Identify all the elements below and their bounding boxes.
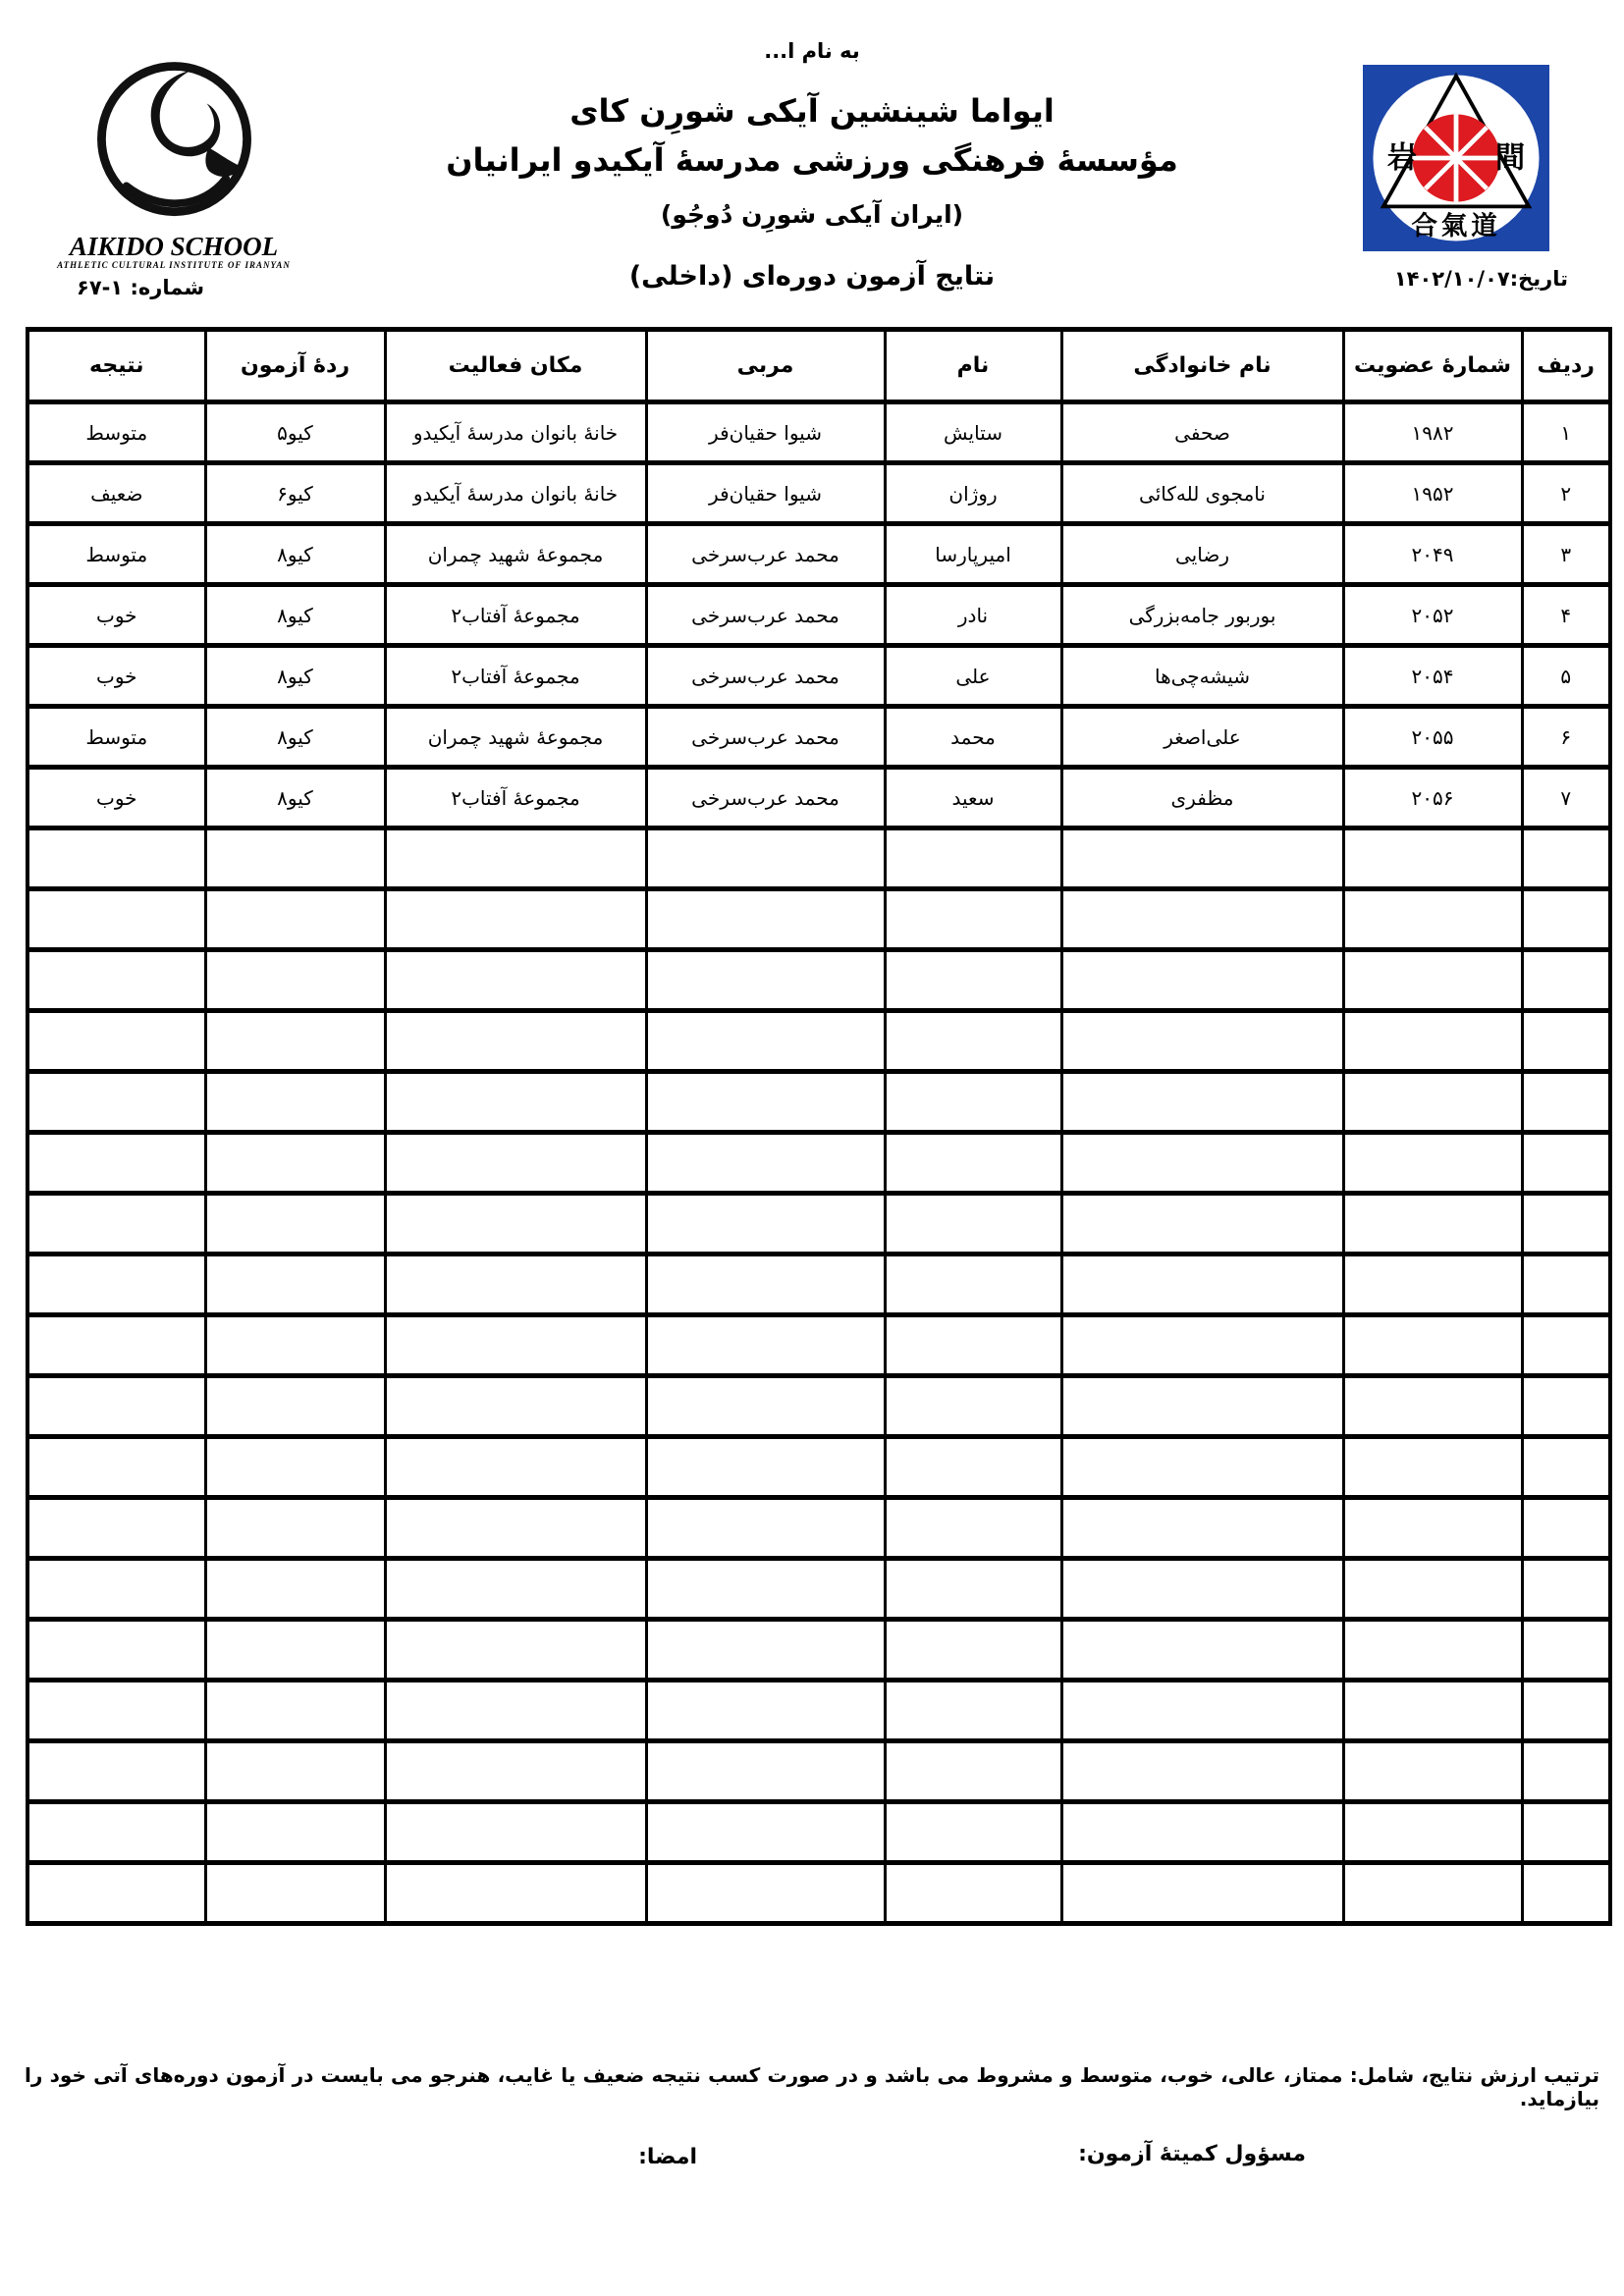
table-cell: ۲ (1522, 463, 1610, 524)
table-cell: ۵ (1522, 646, 1610, 707)
empty-table-cell (1343, 1863, 1522, 1924)
column-header: نام خانوادگی (1061, 330, 1343, 402)
empty-table-cell (646, 1863, 885, 1924)
empty-table-cell (646, 1133, 885, 1194)
empty-table-cell (27, 1072, 205, 1133)
empty-table-cell (885, 828, 1061, 889)
empty-table-cell (385, 1194, 646, 1255)
document-date: تاریخ:۱۴۰۲/۱۰/۰۷ (1393, 267, 1568, 291)
aikido-school-institute-text: ATHLETIC CULTURAL INSTITUTE OF IRANYAN (57, 260, 291, 270)
empty-table-cell (27, 1133, 205, 1194)
empty-table-cell (27, 1559, 205, 1620)
empty-table-cell (1522, 1255, 1610, 1315)
table-row (27, 524, 1610, 585)
empty-table-cell (885, 1802, 1061, 1863)
empty-table-row (27, 1620, 1610, 1681)
empty-table-cell (1522, 1315, 1610, 1376)
empty-table-cell (1522, 1194, 1610, 1255)
empty-table-cell (205, 1315, 385, 1376)
table-cell: ضعیف (27, 463, 205, 524)
table-cell: ۷ (1522, 768, 1610, 828)
column-header: مکان فعالیت (385, 330, 646, 402)
org-title-line2: مؤسسهٔ فرهنگی ورزشی مدرسهٔ آیکیدو ایرانیان (446, 141, 1178, 179)
table-cell: نامجوی لله‌کائی (1061, 463, 1343, 524)
empty-table-cell (1061, 1133, 1343, 1194)
table-cell: ستایش (885, 402, 1061, 463)
empty-table-cell (1522, 1133, 1610, 1194)
empty-table-cell (385, 1863, 646, 1924)
table-cell: مجموعهٔ شهید چمران (385, 707, 646, 768)
empty-table-cell (1343, 1437, 1522, 1498)
empty-table-cell (1343, 828, 1522, 889)
empty-table-cell (1343, 1376, 1522, 1437)
column-header: مربی (646, 330, 885, 402)
empty-table-cell (385, 1559, 646, 1620)
empty-table-cell (205, 1863, 385, 1924)
empty-table-cell (1061, 828, 1343, 889)
empty-table-cell (1061, 1741, 1343, 1802)
empty-table-cell (1061, 1376, 1343, 1437)
table-cell: علی‌اصغر (1061, 707, 1343, 768)
empty-table-row (27, 1011, 1610, 1072)
empty-table-cell (885, 1863, 1061, 1924)
empty-table-cell (885, 1315, 1061, 1376)
table-cell: کیو۵ (205, 402, 385, 463)
empty-table-row (27, 889, 1610, 950)
table-cell: شیوا حقیان‌فر (646, 463, 885, 524)
empty-table-cell (1522, 889, 1610, 950)
empty-table-cell (885, 1011, 1061, 1072)
empty-table-cell (1522, 1681, 1610, 1741)
empty-table-cell (27, 1376, 205, 1437)
empty-table-cell (646, 1011, 885, 1072)
empty-table-cell (205, 1133, 385, 1194)
empty-table-cell (385, 1802, 646, 1863)
empty-table-cell (1343, 1133, 1522, 1194)
empty-table-row (27, 1376, 1610, 1437)
empty-table-cell (1522, 1559, 1610, 1620)
empty-table-cell (385, 1498, 646, 1559)
document-subtitle: نتایج آزمون دوره‌ای (داخلی) (628, 261, 996, 292)
table-cell: کیو۶ (205, 463, 385, 524)
empty-table-cell (205, 1376, 385, 1437)
table-cell: ۳ (1522, 524, 1610, 585)
empty-table-cell (27, 889, 205, 950)
empty-table-cell (885, 1741, 1061, 1802)
empty-table-cell (205, 1802, 385, 1863)
column-header: شمارهٔ عضویت (1343, 330, 1522, 402)
table-cell: بوربور جامه‌بزرگی (1061, 585, 1343, 646)
table-cell: ۶ (1522, 707, 1610, 768)
table-row (27, 402, 1610, 463)
aikido-school-wordmark: AIKIDO SCHOOL (69, 232, 279, 261)
empty-table-cell (205, 1741, 385, 1802)
table-cell: خانهٔ بانوان مدرسهٔ آیکیدو (385, 402, 646, 463)
kanji-aikido: 合氣道 (1411, 210, 1501, 241)
empty-table-row (27, 1681, 1610, 1741)
empty-table-cell (27, 1802, 205, 1863)
table-cell: محمد عرب‌سرخی (646, 768, 885, 828)
empty-table-cell (1522, 1620, 1610, 1681)
empty-table-cell (885, 1255, 1061, 1315)
empty-table-cell (646, 1559, 885, 1620)
iwama-aikido-logo-icon (1363, 65, 1549, 251)
empty-table-cell (1343, 1315, 1522, 1376)
empty-table-cell (885, 1133, 1061, 1194)
table-cell: ۱۹۸۲ (1343, 402, 1522, 463)
table-cell: مجموعهٔ آفتاب۲ (385, 768, 646, 828)
empty-table-cell (885, 1072, 1061, 1133)
empty-table-cell (646, 950, 885, 1011)
empty-table-cell (385, 1681, 646, 1741)
table-row (27, 463, 1610, 524)
empty-table-cell (385, 1620, 646, 1681)
table-cell: کیو۸ (205, 585, 385, 646)
aikido-school-logo (51, 49, 297, 271)
table-cell: متوسط (27, 524, 205, 585)
empty-table-cell (385, 889, 646, 950)
empty-table-cell (27, 1681, 205, 1741)
table-cell: کیو۸ (205, 768, 385, 828)
empty-table-cell (205, 889, 385, 950)
iwama-aikido-logo (1363, 65, 1549, 251)
empty-table-cell (1061, 1255, 1343, 1315)
column-header: ردیف (1522, 330, 1610, 402)
bismillah-line: به نام ا... (764, 39, 860, 63)
empty-table-cell (1343, 950, 1522, 1011)
empty-table-cell (27, 1194, 205, 1255)
empty-table-row (27, 1498, 1610, 1559)
empty-table-row (27, 1741, 1610, 1802)
empty-table-cell (1061, 1498, 1343, 1559)
empty-table-cell (1522, 950, 1610, 1011)
empty-table-cell (385, 1133, 646, 1194)
empty-table-cell (1522, 1376, 1610, 1437)
table-cell: خانهٔ بانوان مدرسهٔ آیکیدو (385, 463, 646, 524)
empty-table-cell (1522, 1802, 1610, 1863)
empty-table-cell (385, 1315, 646, 1376)
table-cell: ۱۹۵۲ (1343, 463, 1522, 524)
empty-table-cell (1061, 1072, 1343, 1133)
kanji-iwa: 岩 (1386, 140, 1418, 176)
table-cell: خوب (27, 585, 205, 646)
empty-table-cell (1343, 1741, 1522, 1802)
empty-table-cell (27, 1620, 205, 1681)
empty-table-cell (646, 1376, 885, 1437)
empty-table-cell (1061, 1315, 1343, 1376)
empty-table-cell (27, 1255, 205, 1315)
table-cell: علی (885, 646, 1061, 707)
empty-table-cell (1343, 1011, 1522, 1072)
org-title-line3: (ایران آیکی شورِن دُوجُو) (660, 200, 964, 229)
table-cell: ۲۰۵۲ (1343, 585, 1522, 646)
table-cell: کیو۸ (205, 524, 385, 585)
empty-table-cell (1061, 1011, 1343, 1072)
kanji-ma: 間 (1494, 140, 1526, 176)
table-cell: کیو۸ (205, 646, 385, 707)
empty-table-cell (1061, 1681, 1343, 1741)
empty-table-cell (1061, 1863, 1343, 1924)
empty-table-cell (205, 1620, 385, 1681)
empty-table-cell (385, 1376, 646, 1437)
empty-table-cell (385, 1437, 646, 1498)
empty-table-cell (646, 1255, 885, 1315)
table-row (27, 768, 1610, 828)
empty-table-cell (1522, 1072, 1610, 1133)
empty-table-cell (27, 1863, 205, 1924)
empty-table-cell (27, 1741, 205, 1802)
empty-table-cell (1061, 889, 1343, 950)
table-cell: مظفری (1061, 768, 1343, 828)
empty-table-cell (1522, 1437, 1610, 1498)
table-cell: محمد عرب‌سرخی (646, 585, 885, 646)
table-row (27, 707, 1610, 768)
empty-table-cell (205, 1011, 385, 1072)
empty-table-cell (646, 1620, 885, 1681)
empty-table-cell (1522, 1498, 1610, 1559)
empty-table-cell (1522, 1863, 1610, 1924)
empty-table-cell (1343, 1255, 1522, 1315)
empty-table-cell (27, 1498, 205, 1559)
empty-table-cell (1343, 889, 1522, 950)
empty-table-row (27, 950, 1610, 1011)
table-cell: مجموعهٔ آفتاب۲ (385, 585, 646, 646)
table-cell: خوب (27, 768, 205, 828)
table-body (27, 402, 1610, 1924)
empty-table-cell (646, 1315, 885, 1376)
empty-table-cell (646, 1498, 885, 1559)
table-cell: مجموعهٔ شهید چمران (385, 524, 646, 585)
table-cell: محمد عرب‌سرخی (646, 646, 885, 707)
empty-table-cell (1343, 1072, 1522, 1133)
aikido-school-logo-icon (79, 49, 270, 238)
empty-table-cell (1522, 828, 1610, 889)
empty-table-cell (1061, 1620, 1343, 1681)
empty-table-row (27, 1863, 1610, 1924)
table-row (27, 585, 1610, 646)
empty-table-cell (885, 1194, 1061, 1255)
column-header: ردهٔ آزمون (205, 330, 385, 402)
empty-table-row (27, 1315, 1610, 1376)
table-cell: مجموعهٔ آفتاب۲ (385, 646, 646, 707)
grading-note: ترتیب ارزش نتایج، شامل: ممتاز، عالی، خوب، متوسط و مشروط می باشد و در صورت کسب نتیجه ضعیف یا غایب، هنرجو می بایست در آزمون دوره‌های آتی خود را بیازماید. (25, 2063, 1599, 2110)
empty-table-cell (385, 1255, 646, 1315)
empty-table-cell (385, 1011, 646, 1072)
empty-table-cell (205, 1498, 385, 1559)
table-cell: شیوا حقیان‌فر (646, 402, 885, 463)
empty-table-cell (205, 950, 385, 1011)
table-cell: کیو۸ (205, 707, 385, 768)
empty-table-cell (1522, 1011, 1610, 1072)
document-number: شماره: ۱-۶۷ (77, 276, 204, 299)
empty-table-cell (646, 1437, 885, 1498)
table-cell: سعید (885, 768, 1061, 828)
empty-table-cell (1061, 1802, 1343, 1863)
empty-table-cell (885, 889, 1061, 950)
empty-table-cell (646, 828, 885, 889)
table-cell: ۲۰۵۴ (1343, 646, 1522, 707)
table-cell: ۲۰۵۵ (1343, 707, 1522, 768)
empty-table-cell (27, 1437, 205, 1498)
empty-table-cell (885, 1620, 1061, 1681)
table-cell: ۲۰۴۹ (1343, 524, 1522, 585)
empty-table-cell (646, 1072, 885, 1133)
table-cell: ۴ (1522, 585, 1610, 646)
empty-table-cell (646, 1194, 885, 1255)
table-row (27, 646, 1610, 707)
empty-table-cell (885, 950, 1061, 1011)
empty-table-cell (1343, 1194, 1522, 1255)
empty-table-row (27, 1133, 1610, 1194)
empty-table-cell (1343, 1681, 1522, 1741)
table-cell: رضایی (1061, 524, 1343, 585)
table-cell: امیرپارسا (885, 524, 1061, 585)
table-cell: محمد عرب‌سرخی (646, 707, 885, 768)
table-cell: صحفی (1061, 402, 1343, 463)
empty-table-cell (27, 1315, 205, 1376)
empty-table-cell (1343, 1620, 1522, 1681)
empty-table-cell (1522, 1741, 1610, 1802)
empty-table-cell (205, 828, 385, 889)
empty-table-cell (885, 1681, 1061, 1741)
empty-table-cell (205, 1194, 385, 1255)
column-header: نتیجه (27, 330, 205, 402)
empty-table-row (27, 1802, 1610, 1863)
empty-table-row (27, 1194, 1610, 1255)
empty-table-cell (1061, 1194, 1343, 1255)
empty-table-cell (885, 1376, 1061, 1437)
signature-label: امضا: (638, 2145, 697, 2169)
empty-table-cell (385, 1741, 646, 1802)
empty-table-cell (646, 889, 885, 950)
empty-table-cell (205, 1681, 385, 1741)
empty-table-cell (1061, 1437, 1343, 1498)
empty-table-row (27, 1559, 1610, 1620)
table-cell: متوسط (27, 707, 205, 768)
table-cell: محمد (885, 707, 1061, 768)
empty-table-cell (885, 1559, 1061, 1620)
table-cell: نادر (885, 585, 1061, 646)
empty-table-row (27, 828, 1610, 889)
table-cell: محمد عرب‌سرخی (646, 524, 885, 585)
empty-table-cell (27, 828, 205, 889)
results-table (26, 327, 1612, 1926)
table-header-row (27, 330, 1610, 402)
empty-table-cell (885, 1437, 1061, 1498)
org-title-line1: ایواما شینشین آیکی شورِن کای (569, 92, 1055, 130)
table-cell: روژان (885, 463, 1061, 524)
table-cell: متوسط (27, 402, 205, 463)
empty-table-cell (27, 1011, 205, 1072)
table-cell: خوب (27, 646, 205, 707)
empty-table-cell (205, 1255, 385, 1315)
empty-table-cell (646, 1741, 885, 1802)
empty-table-cell (385, 1072, 646, 1133)
empty-table-cell (1343, 1559, 1522, 1620)
table-cell: شیشه‌چی‌ها (1061, 646, 1343, 707)
empty-table-cell (1343, 1498, 1522, 1559)
empty-table-row (27, 1255, 1610, 1315)
empty-table-cell (385, 950, 646, 1011)
empty-table-cell (205, 1072, 385, 1133)
column-header: نام (885, 330, 1061, 402)
empty-table-row (27, 1072, 1610, 1133)
empty-table-cell (646, 1802, 885, 1863)
table-cell: ۲۰۵۶ (1343, 768, 1522, 828)
table-cell: ۱ (1522, 402, 1610, 463)
empty-table-cell (885, 1498, 1061, 1559)
empty-table-cell (1061, 950, 1343, 1011)
empty-table-cell (385, 828, 646, 889)
empty-table-cell (27, 950, 205, 1011)
empty-table-cell (1343, 1802, 1522, 1863)
empty-table-cell (1061, 1559, 1343, 1620)
committee-head-label: مسؤول کمیتهٔ آزمون: (1078, 2142, 1306, 2166)
empty-table-cell (205, 1437, 385, 1498)
empty-table-cell (646, 1681, 885, 1741)
empty-table-cell (205, 1559, 385, 1620)
empty-table-row (27, 1437, 1610, 1498)
